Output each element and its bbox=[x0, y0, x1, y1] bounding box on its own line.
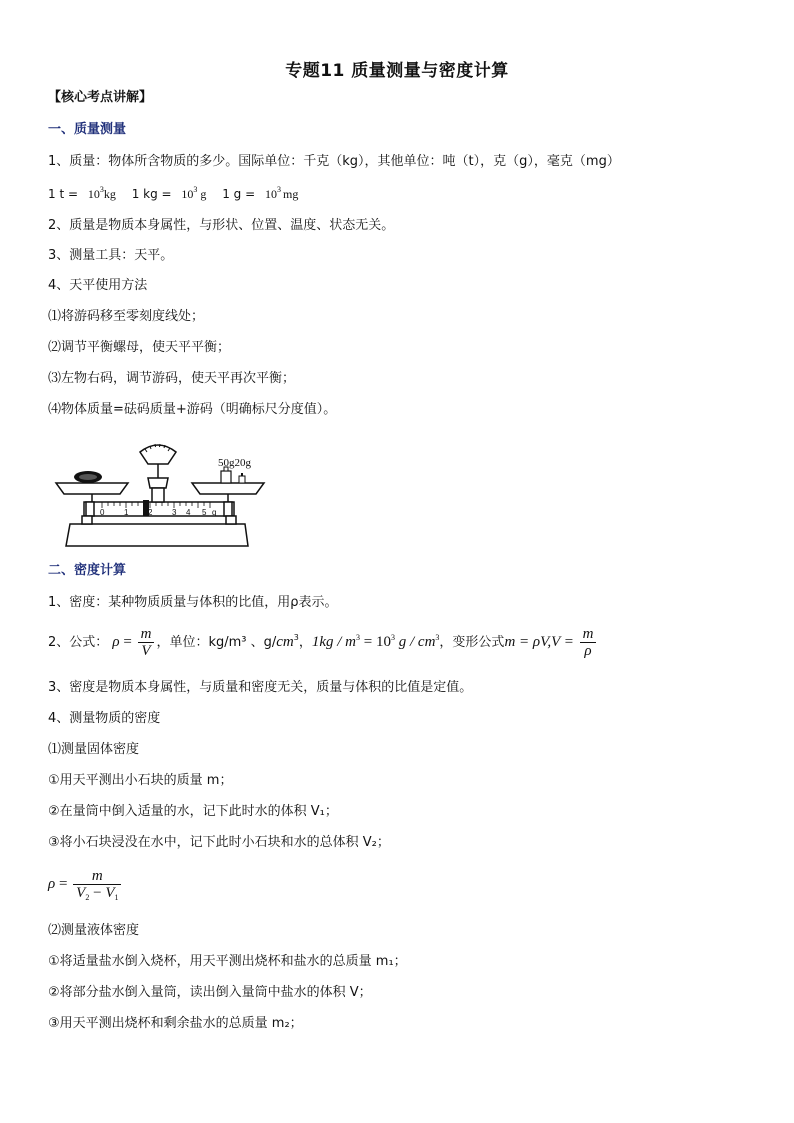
liquid-step-2: ②将部分盐水倒入量筒，读出倒入量筒中盐水的体积 V； bbox=[48, 985, 372, 1000]
unit-conversion-formula: $1kg / m^3 = 10^3$ g / $cm^3$ bbox=[311, 633, 440, 650]
balance-step-4: ⑷物体质量=砝码质量+游码（明确标尺分度值）。 bbox=[48, 402, 337, 417]
scale-tick-4: 4 bbox=[186, 508, 191, 517]
core-points-header: 【核心考点讲解】 bbox=[48, 90, 153, 105]
conv-g-left: 1 g = bbox=[222, 187, 256, 201]
unit-conversions bbox=[48, 184, 298, 204]
balance-step-3: ⑶左物右码，调节游码，使天平再次平衡； bbox=[48, 371, 296, 386]
mass-definition: 1、质量：物体所含物质的多少。国际单位：千克（kg），其他单位：吨（t），克（g），毫克（mg） bbox=[48, 154, 620, 169]
mass-property: 2、质量是物质本身属性，与形状、位置、温度、状态无关。 bbox=[48, 218, 395, 233]
section-heading-mass: 一、质量测量 bbox=[48, 122, 127, 137]
solid-density-formula: ρ = $\frac{m}{V_2 - V_1}$ bbox=[48, 866, 123, 903]
conv-g-value: $10^3$ bbox=[265, 185, 281, 201]
deform-label: ，变形公式 bbox=[439, 635, 505, 650]
solid-step-1: ①用天平测出小石块的质量 m； bbox=[48, 773, 233, 788]
weights-label: 50g20g bbox=[218, 457, 251, 469]
balance-step-2: ⑵调节平衡螺母，使天平平衡； bbox=[48, 340, 231, 355]
density-property: 3、密度是物质本身属性，与质量和密度无关，质量与体积的比值是定值。 bbox=[48, 680, 473, 695]
solid-step-3: ③将小石块浸没在水中，记下此时小石块和水的总体积 V₂； bbox=[48, 835, 390, 850]
formula-prefix: 2、公式： bbox=[48, 635, 109, 650]
conv-t-unit: kg bbox=[103, 187, 116, 201]
density-measure-title: 4、测量物质的密度 bbox=[48, 711, 161, 726]
scale-tick-5: 5 bbox=[202, 508, 207, 517]
conv-t-left: 1 t = bbox=[48, 187, 79, 201]
density-formula: ρ = $\frac{m}{V}$ bbox=[112, 634, 156, 650]
density-units: ，单位：kg/m³ 、$g/cm^3$ bbox=[156, 633, 299, 650]
conv-kg-value: $10^3$ bbox=[181, 185, 198, 201]
conv-kg-left: 1 kg = bbox=[131, 187, 172, 201]
scale-tick-2: 2 bbox=[148, 508, 153, 517]
mass-tool: 3、测量工具：天平。 bbox=[48, 248, 174, 263]
scale-tick-unit: g bbox=[212, 508, 217, 517]
liquid-density-title: ⑵测量液体密度 bbox=[48, 923, 140, 938]
balance-usage-title: 4、天平使用方法 bbox=[48, 278, 148, 293]
balance-step-1: ⑴将游码移至零刻度线处； bbox=[48, 309, 205, 324]
scale-tick-3: 3 bbox=[172, 508, 177, 517]
page-title: 专题11 质量测量与密度计算 bbox=[285, 61, 509, 81]
conv-t-value: $10^3$ bbox=[87, 185, 104, 201]
density-definition: 1、密度：某种物质质量与体积的比值，用ρ表示。 bbox=[48, 595, 338, 610]
density-formula-line: 2、公式： ρ = $\frac{m}{V}$ ，单位：kg/m³ 、$g/cm^3$，$1kg / m^3 = 10^3$ g / $cm^3$，变形公式m = ρV,V = $\frac{m}{\rho}$ bbox=[48, 624, 598, 661]
solid-step-2: ②在量筒中倒入适量的水，记下此时水的体积 V₁； bbox=[48, 804, 338, 819]
conv-g-unit: mg bbox=[283, 187, 299, 201]
conv-kg-unit: g bbox=[200, 187, 207, 201]
section-heading-density: 二、密度计算 bbox=[48, 563, 127, 578]
balance-illustration bbox=[50, 436, 280, 548]
solid-density-title: ⑴测量固体密度 bbox=[48, 742, 140, 757]
scale-tick-1: 1 bbox=[124, 508, 129, 517]
scale-tick-0: 0 bbox=[100, 508, 105, 517]
deformed-formula: m = ρV,V = $\frac{m}{\rho}$ bbox=[504, 634, 598, 650]
liquid-step-1: ①将适量盐水倒入烧杯，用天平测出烧杯和盐水的总质量 m₁； bbox=[48, 954, 407, 969]
liquid-step-3: ③用天平测出烧杯和剩余盐水的总质量 m₂； bbox=[48, 1016, 303, 1031]
